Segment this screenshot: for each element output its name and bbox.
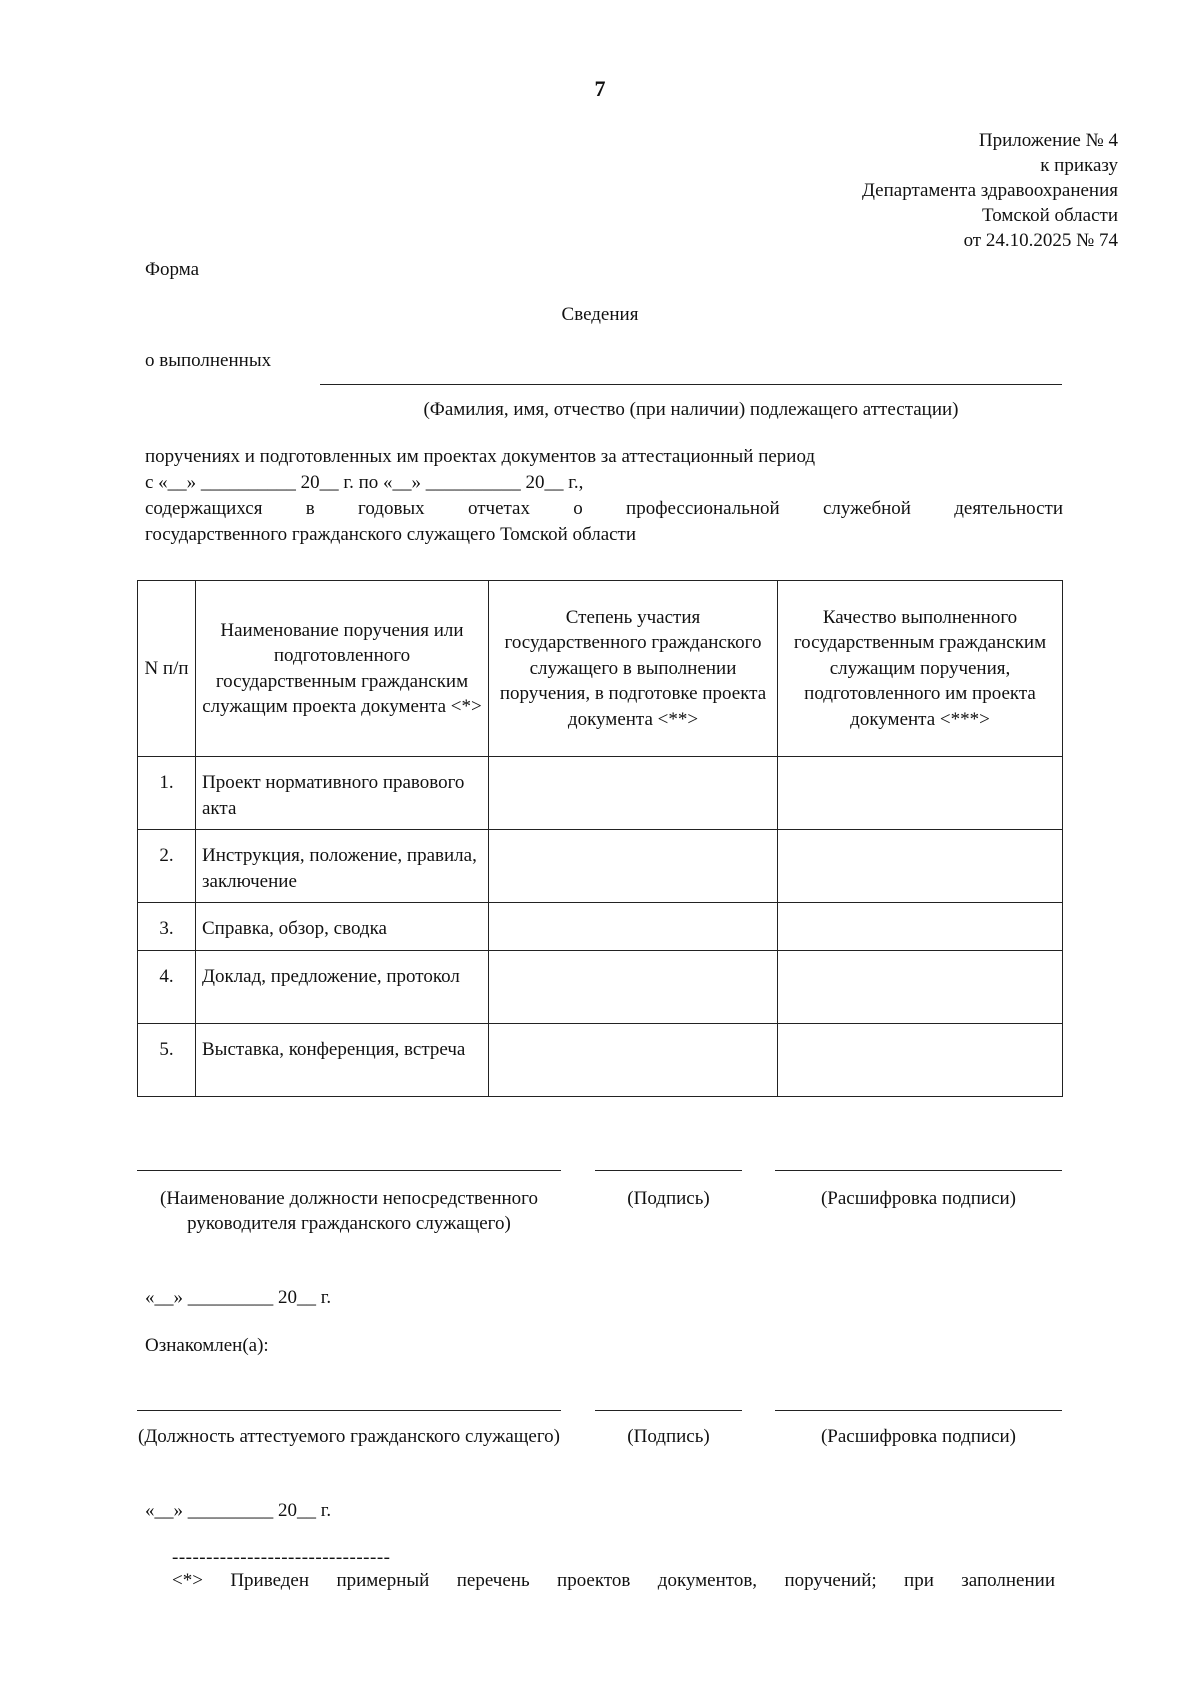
row-number: 1. xyxy=(138,757,196,830)
table-row xyxy=(138,830,1063,903)
decoding-signature-line[interactable] xyxy=(775,1170,1062,1171)
about-prefix: о выполненных xyxy=(145,350,272,371)
row-name: Выставка, конференция, встреча xyxy=(196,1024,489,1097)
row-name: Доклад, предложение, протокол xyxy=(196,951,489,1024)
paragraph-line: поручениях и подготовленных им проектах документов за аттестационный период xyxy=(145,446,816,467)
table-header-row xyxy=(138,581,1063,757)
signature-line[interactable] xyxy=(595,1170,742,1171)
header-quality: Качество выполненного государственным гражданским служащим поручения, подготовленного им проекта документа <***> xyxy=(778,581,1063,757)
row-number: 4. xyxy=(138,951,196,1024)
appendix-line: от 24.10.2025 № 74 xyxy=(963,230,1118,251)
paragraph-line: государственного гражданского служащего Томской области xyxy=(145,524,637,545)
footnote-text: <*> Приведен примерный перечень проектов документов, поручений; при заполнении xyxy=(172,1570,1055,1591)
row-number: 3. xyxy=(138,903,196,951)
row-number: 5. xyxy=(138,1024,196,1097)
row-number: 2. xyxy=(138,830,196,903)
page-number: 7 xyxy=(594,76,606,101)
quality-cell[interactable] xyxy=(778,903,1063,951)
appendix-header xyxy=(698,128,1118,253)
participation-cell[interactable] xyxy=(489,903,778,951)
signature-caption: (Подпись) xyxy=(627,1426,710,1447)
acquainted-label: Ознакомлен(а): xyxy=(145,1335,269,1356)
table-row xyxy=(138,1024,1063,1097)
quality-cell[interactable] xyxy=(778,830,1063,903)
position-caption: (Наименование должности непосредственного руководителя гражданского служащего) xyxy=(160,1188,538,1234)
position-signature-line[interactable] xyxy=(137,1170,561,1171)
appendix-line: Томской области xyxy=(982,205,1118,226)
document-title: Сведения xyxy=(561,304,639,325)
decoding-caption: (Расшифровка подписи) xyxy=(820,1188,1017,1209)
date-line: «__» _________ 20__ г. xyxy=(145,1287,332,1308)
quality-cell[interactable] xyxy=(778,1024,1063,1097)
participation-cell[interactable] xyxy=(489,1024,778,1097)
row-name: Инструкция, положение, правила, заключение xyxy=(196,830,489,903)
signature-line[interactable] xyxy=(595,1410,742,1411)
row-name: Проект нормативного правового акта xyxy=(196,757,489,830)
header-participation: Степень участия государственного гражданского служащего в выполнении поручения, в подготовке проекта документа <**> xyxy=(489,581,778,757)
appendix-line: Департамента здравоохранения xyxy=(861,180,1118,201)
table-row xyxy=(138,951,1063,1024)
date-line: «__» _________ 20__ г. xyxy=(145,1500,332,1521)
decoding-signature-line[interactable] xyxy=(775,1410,1062,1411)
position-caption: (Должность аттестуемого гражданского служащего) xyxy=(138,1426,560,1447)
form-label: Форма xyxy=(145,259,200,280)
appendix-line: к приказу xyxy=(1040,155,1118,176)
quality-cell[interactable] xyxy=(778,951,1063,1024)
header-name: Наименование поручения или подготовленного государственным гражданским служащим проекта документа <*> xyxy=(196,581,489,757)
participation-cell[interactable] xyxy=(489,757,778,830)
paragraph-line: содержащихся в годовых отчетах о профессиональной служебной деятельности xyxy=(145,498,1063,519)
participation-cell[interactable] xyxy=(489,951,778,1024)
signature-caption: (Подпись) xyxy=(627,1188,710,1209)
position-signature-line[interactable] xyxy=(137,1410,561,1411)
table-row xyxy=(138,757,1063,830)
decoding-caption: (Расшифровка подписи) xyxy=(820,1426,1017,1447)
header-number: N п/п xyxy=(138,581,196,757)
appendix-line: Приложение № 4 xyxy=(978,130,1118,151)
report-table xyxy=(137,580,1063,1097)
full-name-field-line[interactable] xyxy=(320,384,1062,385)
row-name: Справка, обзор, сводка xyxy=(196,903,489,951)
full-name-caption: (Фамилия, имя, отчество (при наличии) подлежащего аттестации) xyxy=(423,399,959,420)
table-row xyxy=(138,903,1063,951)
quality-cell[interactable] xyxy=(778,757,1063,830)
participation-cell[interactable] xyxy=(489,830,778,903)
period-line: с «__» __________ 20__ г. по «__» __________ 20__ г., xyxy=(145,472,584,493)
footnote-separator: -------------------------------- xyxy=(172,1547,391,1568)
